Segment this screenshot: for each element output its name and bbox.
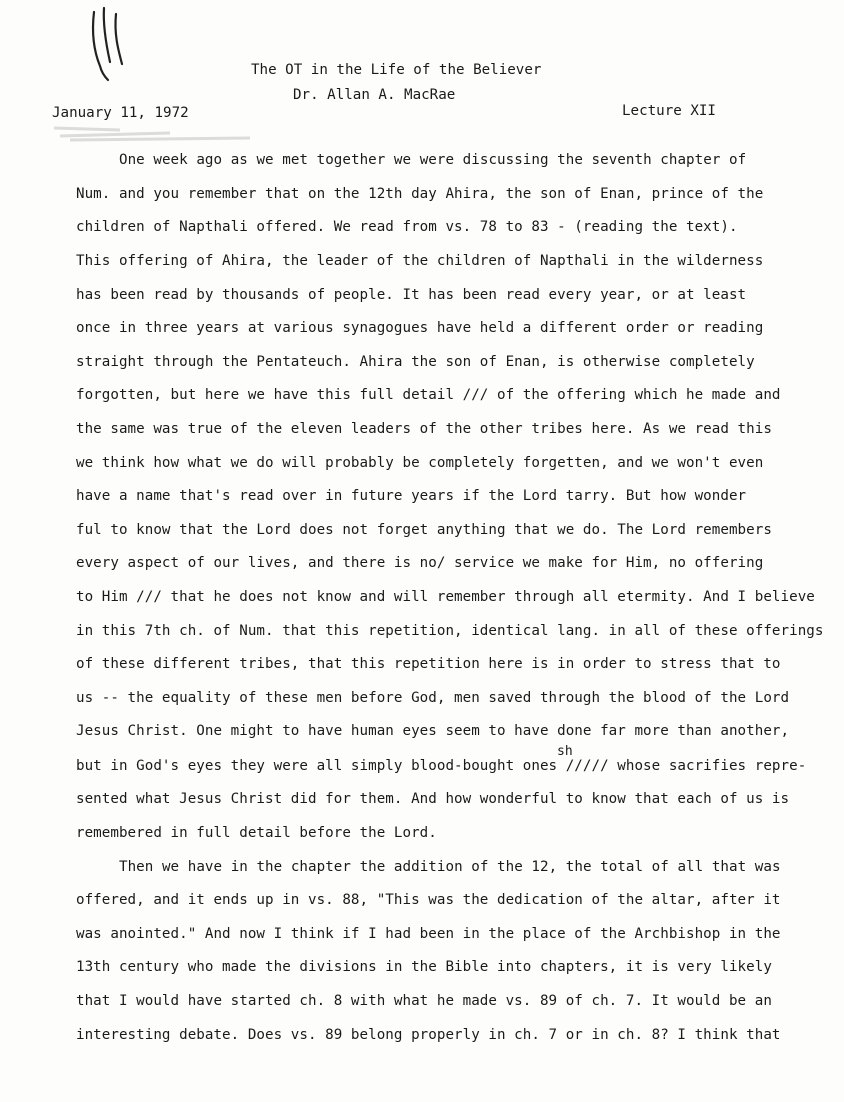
body-line: One week ago as we met together we were discussing the seventh chapter of xyxy=(119,152,747,168)
body-line: This offering of Ahira, the leader of the children of Napthali in the wilderness xyxy=(76,253,764,269)
body-line: children of Napthali offered. We read from vs. 78 to 83 - (reading the text). xyxy=(76,219,738,235)
body-line: that I would have started ch. 8 with what he made vs. 89 of ch. 7. It would be an xyxy=(76,993,772,1009)
interlinear-correction: sh xyxy=(557,744,573,759)
document-date: January 11, 1972 xyxy=(52,105,189,121)
scan-smudge xyxy=(50,118,270,148)
body-line: ful to know that the Lord does not forget anything that we do. The Lord remembers xyxy=(76,522,772,538)
body-line: of these different tribes, that this repetition here is in order to stress that to xyxy=(76,656,781,672)
body-line: in this 7th ch. of Num. that this repetition, identical lang. in all of these offerings xyxy=(76,623,824,639)
body-line: Num. and you remember that on the 12th day Ahira, the son of Enan, prince of the xyxy=(76,186,764,202)
body-line: the same was true of the eleven leaders of the other tribes here. As we read this xyxy=(76,421,772,437)
body-line: us -- the equality of these men before God, men saved through the blood of the Lord xyxy=(76,690,790,706)
body-line: has been read by thousands of people. It has been read every year, or at least xyxy=(76,287,747,303)
body-line: Jesus Christ. One might to have human eyes seem to have done far more than another, xyxy=(76,723,790,739)
body-line: Then we have in the chapter the addition of the 12, the total of all that was xyxy=(119,859,781,875)
body-line: 13th century who made the divisions in the Bible into chapters, it is very likely xyxy=(76,959,772,975)
body-line: straight through the Pentateuch. Ahira the son of Enan, is otherwise completely xyxy=(76,354,755,370)
body-line: sented what Jesus Christ did for them. And how wonderful to know that each of us is xyxy=(76,791,790,807)
document-author: Dr. Allan A. MacRae xyxy=(293,87,456,103)
body-line: we think how what we do will probably be completely forgetten, and we won't even xyxy=(76,455,764,471)
handwritten-mark xyxy=(88,4,128,84)
body-line: to Him /// that he does not know and will remember through all etermity. And I believe xyxy=(76,589,815,605)
body-line: once in three years at various synagogues have held a different order or reading xyxy=(76,320,764,336)
body-line: offered, and it ends up in vs. 88, "This was the dedication of the altar, after it xyxy=(76,892,781,908)
document-title: The OT in the Life of the Believer xyxy=(251,62,542,78)
body-line: interesting debate. Does vs. 89 belong properly in ch. 7 or in ch. 8? I think that xyxy=(76,1027,781,1043)
body-line: remembered in full detail before the Lord. xyxy=(76,825,437,841)
body-line: every aspect of our lives, and there is no/ service we make for Him, no offering xyxy=(76,555,764,571)
body-line: forgotten, but here we have this full detail /// of the offering which he made and xyxy=(76,387,781,403)
body-line: was anointed." And now I think if I had been in the place of the Archbishop in the xyxy=(76,926,781,942)
lecture-number: Lecture XII xyxy=(622,103,716,119)
body-line: but in God's eyes they were all simply blood-bought ones ///// whose sacrifies repre- xyxy=(76,758,807,774)
body-line: have a name that's read over in future years if the Lord tarry. But how wonder xyxy=(76,488,747,504)
